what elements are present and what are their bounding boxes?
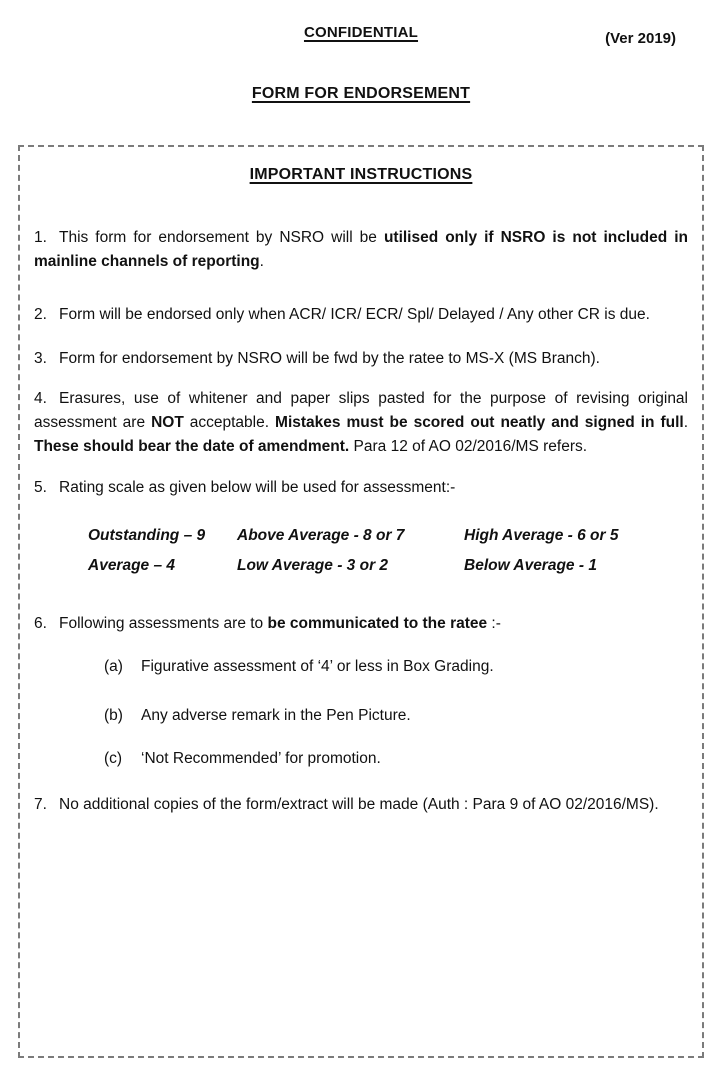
version-label: (Ver 2019)	[605, 30, 676, 47]
sub-item-c	[104, 747, 688, 771]
sub-item-b	[104, 704, 688, 728]
item-text-6: Following assessments are to be communicated to the ratee :-	[59, 615, 501, 632]
instructions-box	[18, 145, 704, 1058]
instruction-item-2	[34, 303, 688, 327]
rating-above-average: Above Average - 8 or 7	[237, 527, 405, 544]
item-text-7: No additional copies of the form/extract will be made (Auth : Para 9 of AO 02/2016/MS).	[59, 796, 659, 813]
sub-item-text-a: Figurative assessment of ‘4’ or less in Box Grading.	[141, 658, 494, 675]
rating-below-average: Below Average - 1	[464, 557, 597, 574]
page-header	[0, 0, 722, 140]
item-number-1: 1.	[34, 229, 47, 246]
item-number-6: 6.	[34, 615, 47, 632]
rating-outstanding: Outstanding – 9	[88, 527, 206, 544]
sub-item-label-a: (a)	[104, 658, 123, 675]
instruction-item-5	[34, 476, 688, 500]
instruction-item-1	[34, 226, 688, 274]
item-number-4: 4.	[34, 390, 47, 407]
rating-scale-row-2	[88, 554, 688, 578]
rating-average: Average – 4	[88, 557, 176, 574]
item-text-3: Form for endorsement by NSRO will be fwd by the ratee to MS-X (MS Branch).	[59, 350, 600, 367]
rating-low-average: Low Average - 3 or 2	[237, 557, 389, 574]
item-text-2: Form will be endorsed only when ACR/ ICR/ ECR/ Spl/ Delayed / Any other CR is due.	[59, 306, 650, 323]
instruction-item-3	[34, 347, 688, 371]
item-text-4: Erasures, use of whitener and paper slips pasted for the purpose of revising original assessment are NOT acceptable. Mistakes must be scored out neatly and signed in full. These should bear the date of amendment. Para 12 of AO 02/2016/MS refers.	[34, 390, 688, 455]
sub-item-text-b: Any adverse remark in the Pen Picture.	[141, 707, 411, 724]
item-number-7: 7.	[34, 796, 47, 813]
sub-item-text-c: ‘Not Recommended’ for promotion.	[141, 750, 381, 767]
rating-high-average: High Average - 6 or 5	[464, 527, 619, 544]
item-number-2: 2.	[34, 306, 47, 323]
instruction-item-6	[34, 612, 688, 636]
instructions-title: IMPORTANT INSTRUCTIONS	[249, 166, 473, 183]
item-text-5: Rating scale as given below will be used for assessment:-	[59, 479, 456, 496]
item-number-3: 3.	[34, 350, 47, 367]
sub-item-a	[104, 655, 688, 679]
rating-scale-table	[88, 524, 688, 578]
sub-item-label-b: (b)	[104, 707, 123, 724]
item-text-1: This form for endorsement by NSRO will be utilised only if NSRO is not included in mainline channels of reporting.	[34, 229, 688, 270]
item-number-5: 5.	[34, 479, 47, 496]
instruction-item-4	[34, 387, 688, 459]
classification-label: CONFIDENTIAL	[303, 24, 419, 41]
sub-item-label-c: (c)	[104, 750, 123, 767]
rating-scale-row-1	[88, 524, 688, 548]
form-title: FORM FOR ENDORSEMENT	[251, 85, 471, 102]
instruction-item-7	[34, 793, 688, 817]
